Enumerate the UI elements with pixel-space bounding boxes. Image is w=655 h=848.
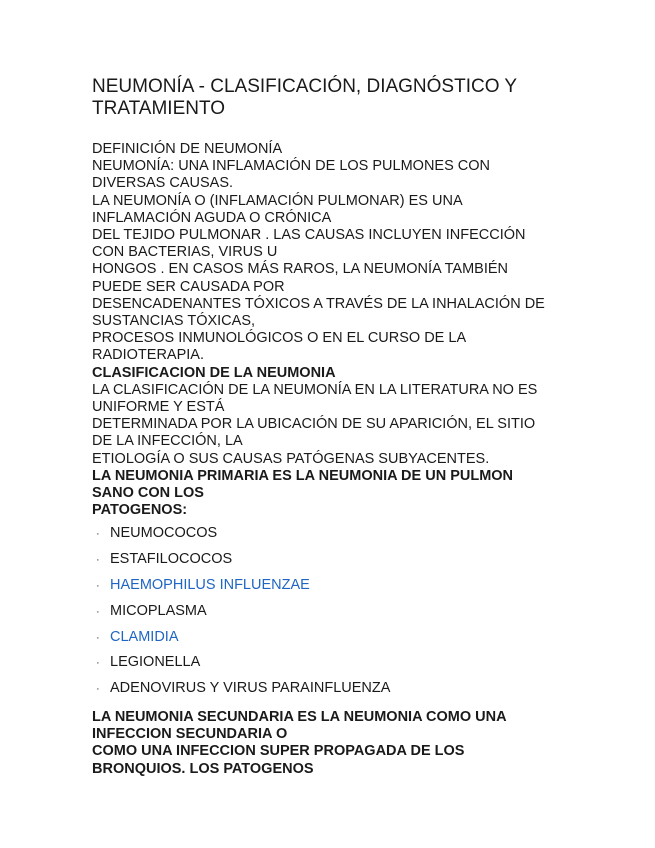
document-page bbox=[92, 76, 582, 778]
paragraph-line: DE LA INFECCIÓN, LA bbox=[92, 433, 243, 450]
pathogen-label: ESTAFILOCOCOS bbox=[110, 551, 233, 568]
secondary-heading-line: BRONQUIOS. LOS PATOGENOS bbox=[92, 760, 314, 777]
paragraph-line: LA CLASIFICACIÓN DE LA NEUMONÍA EN LA LITERATURA NO ES bbox=[92, 381, 538, 398]
classification-heading: CLASIFICACION DE LA NEUMONIA bbox=[92, 364, 336, 381]
paragraph-line: RADIOTERAPIA. bbox=[92, 347, 204, 364]
primary-pneumonia-section bbox=[92, 468, 582, 706]
pathogen-label: ADENOVIRUS Y VIRUS PARAINFLUENZA bbox=[110, 680, 391, 697]
paragraph-line: ETIOLOGÍA O SUS CAUSAS PATÓGENAS SUBYACENTES. bbox=[92, 450, 490, 467]
primary-heading-line: SANO CON LOS bbox=[92, 485, 204, 502]
pathogen-list bbox=[92, 525, 582, 706]
secondary-heading-line: COMO UNA INFECCION SUPER PROPAGADA DE LOS bbox=[92, 743, 465, 760]
paragraph-line: SUSTANCIAS TÓXICAS, bbox=[92, 313, 256, 330]
bullet-marker: · bbox=[96, 528, 100, 541]
paragraph-line: DESENCADENANTES TÓXICOS A TRAVÉS DE LA INHALACIÓN DE bbox=[92, 295, 545, 312]
list-item bbox=[92, 654, 582, 680]
list-item bbox=[92, 551, 582, 577]
paragraph-line: DETERMINADA POR LA UBICACIÓN DE SU APARICIÓN, EL SITIO bbox=[92, 416, 536, 433]
document-body bbox=[92, 141, 582, 778]
list-item bbox=[92, 525, 582, 551]
pathogen-label: NEUMOCOCOS bbox=[110, 525, 218, 542]
list-item bbox=[92, 603, 582, 629]
pathogen-label: LEGIONELLA bbox=[110, 654, 201, 671]
bullet-marker: · bbox=[96, 657, 100, 670]
paragraph-line: LA NEUMONÍA O (INFLAMACIÓN PULMONAR) ES UNA bbox=[92, 192, 463, 209]
paragraph-line: PROCESOS INMUNOLÓGICOS O EN EL CURSO DE LA bbox=[92, 330, 467, 347]
definition-section bbox=[92, 141, 582, 365]
definition-heading: DEFINICIÓN DE NEUMONÍA bbox=[92, 141, 283, 157]
bullet-marker: · bbox=[96, 683, 100, 696]
pathogen-link[interactable]: CLAMIDIA bbox=[110, 628, 179, 645]
classification-section bbox=[92, 365, 582, 468]
pathogen-link[interactable]: HAEMOPHILUS INFLUENZAE bbox=[110, 577, 310, 594]
primary-heading-line: LA NEUMONIA PRIMARIA ES LA NEUMONIA DE UN PULMON bbox=[92, 467, 514, 484]
title-line: NEUMONÍA - CLASIFICACIÓN, DIAGNÓSTICO Y bbox=[92, 76, 518, 97]
title-line: TRATAMIENTO bbox=[92, 98, 225, 119]
paragraph-line: HONGOS . EN CASOS MÁS RAROS, LA NEUMONÍA TAMBIÉN bbox=[92, 261, 509, 278]
paragraph-line: DIVERSAS CAUSAS. bbox=[92, 175, 234, 192]
bullet-marker: · bbox=[96, 605, 100, 618]
secondary-heading-line: LA NEUMONIA SECUNDARIA ES LA NEUMONIA COMO UNA bbox=[92, 709, 507, 726]
document-title bbox=[92, 76, 582, 120]
secondary-pneumonia-section bbox=[92, 709, 582, 778]
bullet-marker: · bbox=[96, 631, 100, 644]
list-item bbox=[92, 680, 582, 706]
paragraph-line: CON BACTERIAS, VIRUS U bbox=[92, 244, 278, 261]
list-item bbox=[92, 577, 582, 603]
paragraph-line: DEL TEJIDO PULMONAR . LAS CAUSAS INCLUYEN INFECCIÓN bbox=[92, 227, 526, 244]
bullet-marker: · bbox=[96, 580, 100, 593]
paragraph-line: PUEDE SER CAUSADA POR bbox=[92, 278, 285, 295]
list-item bbox=[92, 629, 582, 655]
primary-heading-line: PATOGENOS: bbox=[92, 502, 188, 519]
bullet-marker: · bbox=[96, 554, 100, 567]
pathogen-label: MICOPLASMA bbox=[110, 602, 207, 619]
paragraph-line: NEUMONÍA: UNA INFLAMACIÓN DE LOS PULMONES CON bbox=[92, 158, 491, 175]
paragraph-line: INFLAMACIÓN AGUDA O CRÓNICA bbox=[92, 209, 332, 226]
secondary-heading-line: INFECCION SECUNDARIA O bbox=[92, 726, 288, 743]
paragraph-line: UNIFORME Y ESTÁ bbox=[92, 399, 225, 416]
